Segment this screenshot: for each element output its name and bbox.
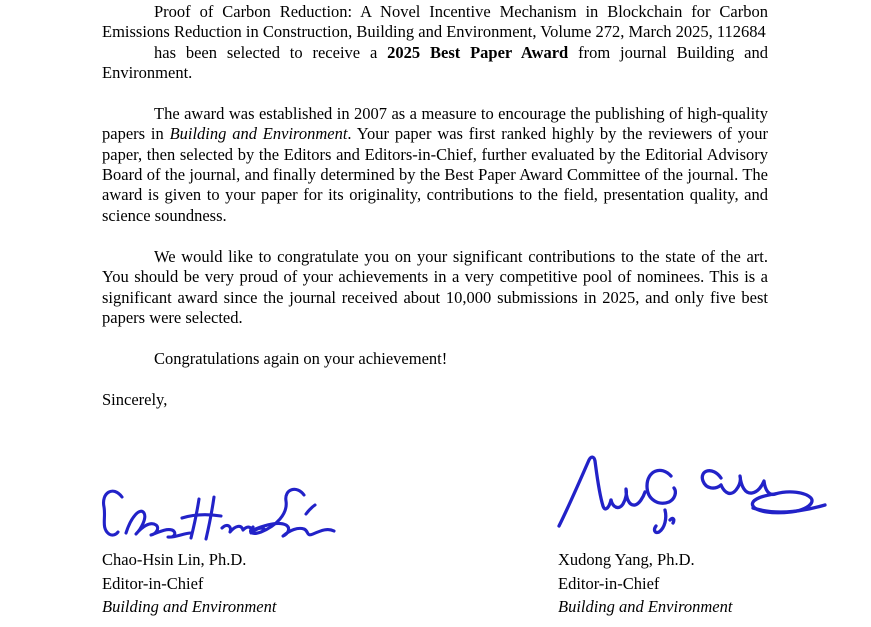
signer-block-left	[102, 548, 276, 619]
signer-name: Xudong Yang, Ph.D.	[558, 550, 695, 569]
congrats-again-text: Congratulations again on your achievement!	[154, 349, 448, 369]
award-statement-prefix: has been selected to receive a	[154, 42, 388, 62]
paragraph-congratulations	[102, 247, 768, 328]
award-history-prefix: The award was established in 2007 as a measure to encourage the publishing of high-quality papers in	[102, 104, 768, 144]
paragraph-award-history	[102, 104, 768, 226]
letter-body	[102, 2, 768, 411]
paper-title-text: Proof of Carbon Reduction: A Novel Incentive Mechanism in Blockchain for Carbon Emissions Reduction in Construction, Building and Environment, Volume 272, March 2025, 112684	[102, 2, 768, 42]
signer-title: Editor-in-Chief	[102, 573, 204, 593]
award-history-suffix: . Your paper was first ranked highly by the reviewers of your paper, then selected by the Editors and Editors-in-Chief, further evaluated by the Editorial Advisory Board of the journal, and finally determined by the Best Paper Award Committee of the journal. The award is given to your paper for its originality, contributions to the field, presentation quality, and science soundness.	[102, 124, 768, 225]
signature-image-chao-hsin-lin	[98, 484, 338, 548]
journal-name-italic: Building and Environment	[169, 124, 348, 144]
signer-name: Chao-Hsin Lin, Ph.D.	[102, 550, 247, 569]
signature-image-xudong-yang	[553, 448, 828, 548]
signer-block-right	[558, 548, 732, 619]
signer-title: Editor-in-Chief	[558, 573, 660, 593]
signer-journal: Building and Environment	[102, 597, 277, 617]
paragraph-award-statement	[102, 43, 768, 84]
closing-text: Sincerely,	[102, 390, 168, 410]
signature-left-svg	[98, 484, 338, 548]
signer-journal: Building and Environment	[558, 597, 733, 617]
paragraph-paper-title	[102, 2, 768, 43]
award-name-bold: 2025 Best Paper Award	[387, 42, 569, 62]
congratulations-text: We would like to congratulate you on your significant contributions to the state of the art. You should be very proud of your achievements in a very competitive pool of nominees. This is a significant award since the journal received about 10,000 submissions in 2025, and only five best papers were selected.	[102, 246, 768, 327]
closing-line	[102, 390, 768, 410]
award-statement-suffix: from journal Building and Environment.	[102, 42, 769, 82]
signature-right-svg	[553, 448, 828, 548]
paragraph-congrats-again	[102, 349, 768, 369]
